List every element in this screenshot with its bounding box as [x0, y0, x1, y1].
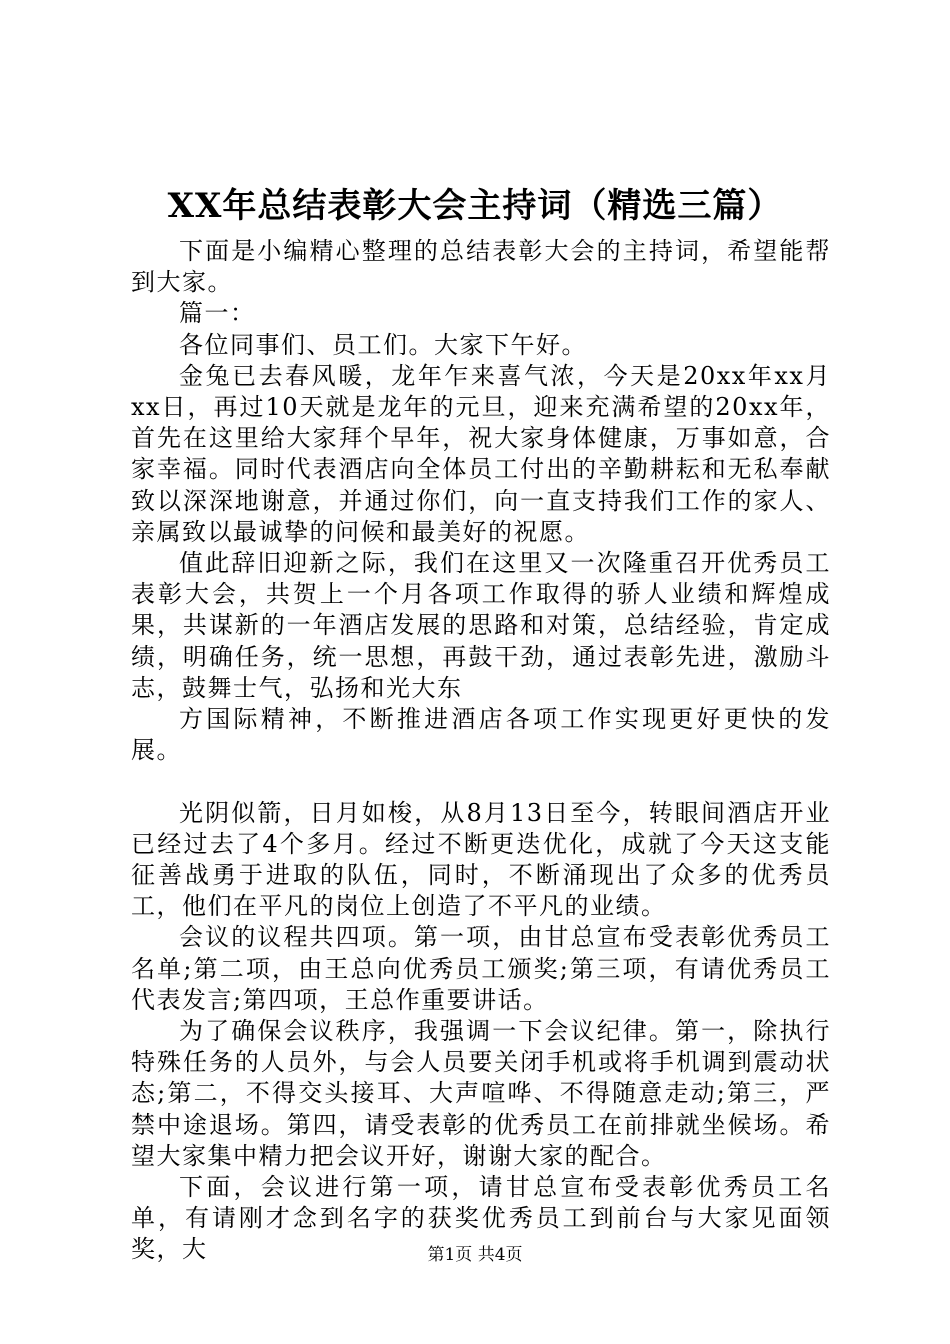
- paragraph-agenda: 会议的议程共四项。第一项，由甘总宣布受表彰优秀员工名单;第二项，由王总向优秀员工颁奖;第三项，有请优秀员工代表发言;第四项，王总作重要讲话。: [131, 923, 831, 1014]
- paragraph-first-item: 下面，会议进行第一项，请甘总宣布受表彰优秀员工名单，有请刚才念到名字的获奖优秀员工到前台与大家见面领奖，大: [131, 1173, 831, 1264]
- paragraph-intro: 下面是小编精心整理的总结表彰大会的主持词，希望能帮到大家。: [131, 237, 831, 297]
- page-number-footer: 第1页 共4页: [427, 1245, 523, 1265]
- document-body: [131, 236, 831, 1266]
- document-title: XX年总结表彰大会主持词（精选三篇）: [167, 186, 783, 226]
- paragraph-section-label: 篇一：: [179, 299, 256, 328]
- paragraph-discipline: 为了确保会议秩序，我强调一下会议纪律。第一，除执行特殊任务的人员外，与会人员要关闭手机或将手机调到震动状态;第二，不得交头接耳、大声喧哗、不得随意走动;第三，严禁中途退场。第四，请受表彰的优秀员工在前排就坐候场。希望大家集中精力把会议开好，谢谢大家的配合。: [131, 1017, 831, 1170]
- paragraph-meeting-purpose: 值此辞旧迎新之际，我们在这里又一次隆重召开优秀员工表彰大会，共贺上一个月各项工作取得的骄人业绩和辉煌成果，共谋新的一年酒店发展的思路和对策，总结经验，肯定成绩，明确任务，统一思想，再鼓干劲，通过表彰先进，激励斗志，鼓舞士气，弘扬和光大东: [131, 549, 831, 702]
- paragraph-new-year: 金兔已去春风暖，龙年乍来喜气浓，今天是20xx年xx月xx日，再过10天就是龙年的元旦，迎来充满希望的20xx年，首先在这里给大家拜个早年，祝大家身体健康，万事如意，合家幸福。同时代表酒店向全体员工付出的辛勤耕耘和无私奉献致以深深地谢意，并通过你们，向一直支持我们工作的家人、亲属致以最诚挚的问候和最美好的祝愿。: [131, 361, 831, 546]
- paragraph-greeting: 各位同事们、员工们。大家下午好。: [179, 330, 587, 359]
- paragraph-time-flies: 光阴似箭，日月如梭，从8月13日至今，转眼间酒店开业已经过去了4个多月。经过不断更迭优化，成就了今天这支能征善战勇于进取的队伍，同时，不断涌现出了众多的优秀员工，他们在平凡的岗位上创造了不平凡的业绩。: [131, 798, 831, 921]
- paragraph-spirit: 方国际精神，不断推进酒店各项工作实现更好更快的发展。: [131, 705, 831, 765]
